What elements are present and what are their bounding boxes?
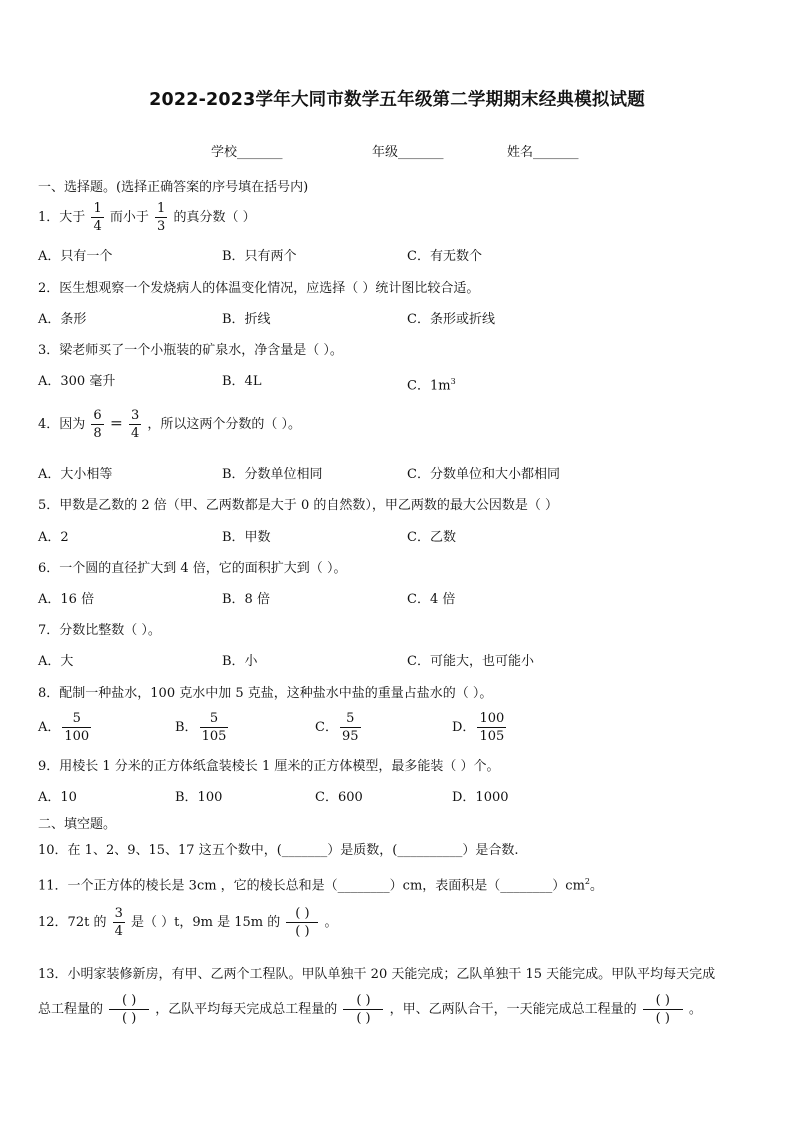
q8-option-a[interactable]: A． $\frac{5}{100}$ — [38, 711, 90, 744]
fraction-1-3: $\frac{1}{3}$ — [157, 201, 166, 234]
fraction-3-4: $\frac{3}{4}$ — [114, 906, 123, 939]
q2-option-c[interactable]: C．条形或折线 — [407, 312, 495, 327]
q5-option-c[interactable]: C．乙数 — [407, 530, 456, 545]
question-5: 5．甲数是乙数的 2 倍（甲、乙两数都是大于 0 的自然数），甲乙两数的最大公因数是（ ） — [38, 498, 558, 513]
section-choice-heading: 一、选择题。(选择正确答案的序号填在括号内) — [38, 180, 309, 195]
q3-option-b[interactable]: B．4L — [222, 374, 262, 389]
q4-option-c[interactable]: C．分数单位和大小都相同 — [407, 467, 560, 482]
q1-option-b[interactable]: B．只有两个 — [222, 249, 297, 264]
question-13-line-1: 13．小明家装修新房，有甲、乙两个工程队。甲队单独干 20 天能完成；乙队单独干 15 天能完成。甲队平均每天完成 — [38, 967, 716, 982]
q9-option-b[interactable]: B．100 — [175, 790, 223, 805]
question-3: 3．梁老师买了一个小瓶装的矿泉水，净含量是（ ）。 — [38, 343, 343, 358]
question-11: 11．一个正方体的棱长是 3cm ，它的棱长总和是（________）cm，表面积是$(\_\_\_\_\_\_\_\_)cm^2$。 — [38, 877, 604, 894]
blank-fraction[interactable]: $\frac{( )}{( )}$ — [109, 994, 149, 1025]
fraction-3-4: $\frac{3}{4}$ — [131, 408, 140, 441]
page-title: 2022-2023学年大同市数学五年级第二学期期末经典模拟试题 — [149, 90, 645, 110]
q4-option-a[interactable]: A．大小相等 — [38, 467, 113, 482]
q7-option-a[interactable]: A．大 — [38, 654, 74, 669]
question-4: 4．因为 $\frac{6}{8}$ ＝ $\frac{3}{4}$ ，所以这两个分数的（ ）。 — [38, 408, 302, 441]
blank-fraction[interactable]: $\frac{( )}{( )}$ — [343, 994, 383, 1025]
blank-fraction[interactable]: $\frac{( )}{( )}$ — [286, 907, 318, 938]
name-field[interactable]: 姓名_______ — [507, 145, 579, 160]
fraction-5-105: $\frac{5}{105}$ — [201, 711, 227, 744]
fraction-6-8: $\frac{6}{8}$ — [93, 408, 102, 441]
q6-option-b[interactable]: B．8 倍 — [222, 592, 270, 607]
question-13-line-2: 总工程量的 $\frac{( )}{( )}$ ，乙队平均每天完成总工程量的 $\frac{( )}{( )}$ ，甲、乙两队合干，一天能完成总工程量的 $\frac{( )}{( )}$ 。 — [38, 993, 702, 1026]
q6-option-c[interactable]: C．4 倍 — [407, 592, 456, 607]
q3-option-c[interactable]: C．$1m^3$ — [407, 377, 456, 394]
q9-option-c[interactable]: C．600 — [315, 790, 363, 805]
q7-option-c[interactable]: C．可能大，也可能小 — [407, 654, 534, 669]
q8-option-c[interactable]: C． $\frac{5}{95}$ — [315, 711, 359, 744]
grade-field[interactable]: 年级_______ — [372, 145, 444, 160]
q8-option-b[interactable]: B． $\frac{5}{105}$ — [175, 711, 227, 744]
fraction-5-95: $\frac{5}{95}$ — [341, 711, 359, 744]
question-2: 2．医生想观察一个发烧病人的体温变化情况，应选择（ ）统计图比较合适。 — [38, 281, 480, 296]
q6-option-a[interactable]: A．16 倍 — [38, 592, 95, 607]
q5-option-b[interactable]: B．甲数 — [222, 530, 271, 545]
question-1: 1．大于 $\frac{1}{4}$ 而小于 $\frac{1}{3}$ 的真分数（ ） — [38, 201, 256, 234]
school-field[interactable]: 学校_______ — [211, 145, 283, 160]
section-fill-heading: 二、填空题。 — [38, 817, 117, 832]
blank-fraction[interactable]: $\frac{( )}{( )}$ — [643, 994, 683, 1025]
q9-option-d[interactable]: D．1000 — [452, 790, 509, 805]
q5-option-a[interactable]: A．2 — [38, 530, 69, 545]
question-9: 9．用棱长 1 分米的正方体纸盒装棱长 1 厘米的正方体模型，最多能装（ ）个。 — [38, 759, 500, 774]
question-12: 12．72t 的 $\frac{3}{4}$ 是（ ）t，9m 是 15m 的 $\frac{( )}{( )}$ 。 — [38, 906, 338, 939]
question-7: 7．分数比整数（ ）。 — [38, 623, 161, 638]
q8-option-d[interactable]: D． $\frac{100}{105}$ — [452, 711, 505, 744]
q2-option-a[interactable]: A．条形 — [38, 312, 87, 327]
q1-option-a[interactable]: A．只有一个 — [38, 249, 113, 264]
fraction-100-105: $\frac{100}{105}$ — [479, 711, 505, 744]
question-8: 8．配制一种盐水，100 克水中加 5 克盐，这种盐水中盐的重量占盐水的（ ）。 — [38, 686, 493, 701]
q4-option-b[interactable]: B．分数单位相同 — [222, 467, 323, 482]
q9-option-a[interactable]: A．10 — [38, 790, 77, 805]
q7-option-b[interactable]: B．小 — [222, 654, 258, 669]
question-6: 6．一个圆的直径扩大到 4 倍，它的面积扩大到（ ）。 — [38, 561, 347, 576]
question-10: 10．在 1、2、9、15、17 这五个数中，(_______）是质数，(__________）是合数. — [38, 843, 519, 858]
q2-option-b[interactable]: B．折线 — [222, 312, 271, 327]
fraction-5-100: $\frac{5}{100}$ — [64, 711, 90, 744]
q1-option-c[interactable]: C．有无数个 — [407, 249, 482, 264]
fraction-1-4: $\frac{1}{4}$ — [93, 201, 102, 234]
q3-option-a[interactable]: A．300 毫升 — [38, 374, 116, 389]
